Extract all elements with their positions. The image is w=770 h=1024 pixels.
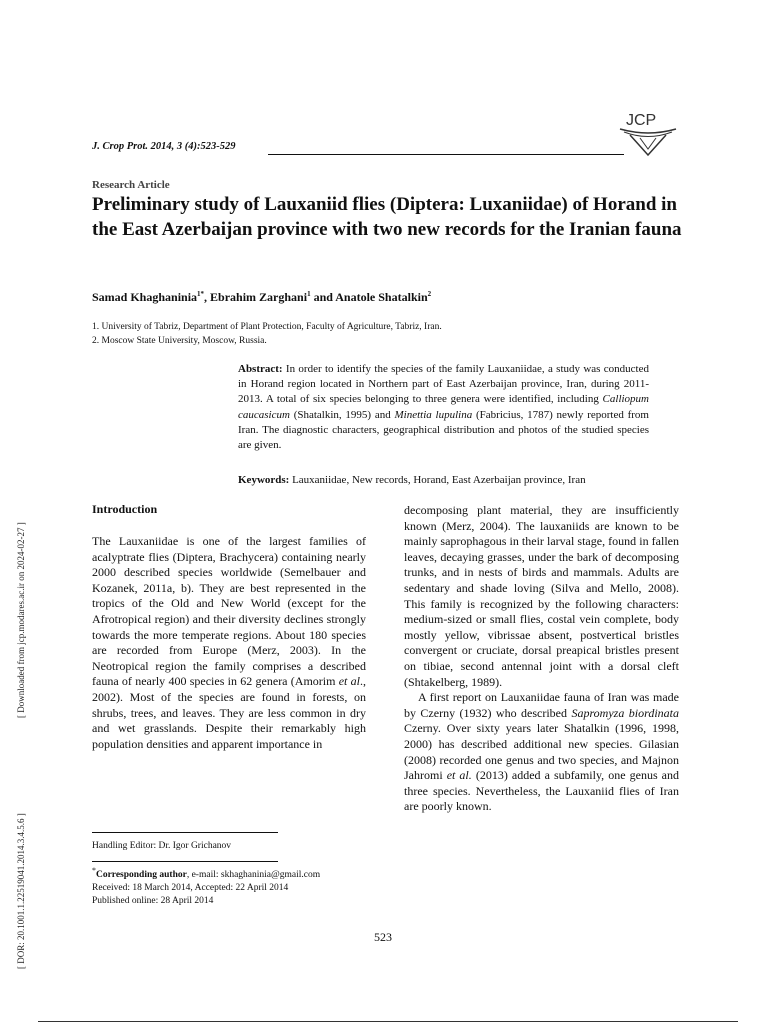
section-heading: Introduction (92, 502, 158, 516)
handling-editor: Handling Editor: Dr. Igor Grichanov (92, 841, 232, 851)
species-name: Calliopum caucasicum (238, 393, 649, 421)
keywords-label: Keywords: (238, 474, 290, 486)
corresponding-author (92, 864, 392, 882)
author-sup: 1* (197, 290, 205, 298)
affiliation: 1. University of Tabriz, Department of Plant Protection, Faculty of Agriculture, Tabriz, Iran. (92, 322, 442, 332)
paragraph-text: ., 2002). Most of the species are found in forests, on shrubs, trees, and leaves. They are less common in dry and wet grasslands. Despite their remarkably high population densities and apparent importance in (92, 674, 367, 751)
paragraph (404, 690, 679, 815)
species-name: Minettia lupulina (394, 408, 473, 421)
footnote-rule (92, 832, 278, 833)
footnote-rule (92, 861, 278, 862)
corresponding-info (92, 864, 392, 908)
intro-column-left (92, 534, 366, 752)
keywords-text: Lauxaniidae, New records, Horand, East Azerbaijan province, Iran (289, 474, 586, 486)
paragraph (92, 534, 366, 752)
paragraph-text: The Lauxaniidae is one of the largest families of acalyptrate flies (Diptera, Brachycera) containing nearly 2000 described species worldwide (Semelbauer and Kozanek, 2011a, b). They are best represented in the tropics of the Old and New World (except for the Afrotropical region) and their diversity declines strongly towards the more temperate regions. About 180 species are recorded from Europe (Merz, 2003). In the Neotropical region the family comprises a described fauna of nearly 400 species in 62 genera (Amorim (92, 534, 366, 689)
footnote-mark: * (92, 866, 96, 875)
doi-stamp: [ DOR: 20.1001.1.22519041.2014.3.4.5.6 ] (16, 813, 26, 969)
et-al: et al (338, 674, 361, 689)
et-al: et al. (446, 768, 472, 783)
paragraph-text: Czerny. Over sixty years later Shatalkin (1996, 1998, 2000) has described additional new species. Gilasian (2008) recorded one genus and two species, and Majnon Jahromi (404, 721, 679, 783)
page-number: 523 (374, 930, 392, 944)
logo-text: JCP (626, 112, 657, 129)
author-sup: 2 (427, 290, 432, 298)
download-stamp: [ Downloaded from jcp.modares.ac.ir on 2024-02-27 ] (16, 522, 26, 718)
paragraph-text: (2013) added a subfamily, one genus and three species. Nevertheless, the Lauxaniid flies of Iran are poorly known. (404, 768, 679, 814)
authors (92, 290, 431, 305)
abstract-label: Abstract: (238, 363, 283, 375)
affiliation: 2. Moscow State University, Moscow, Russia. (92, 336, 267, 346)
abstract-text: (Fabricius, 1787) newly reported from Iran. The diagnostic characters, geographical distribution and photos of the studied species are given. (238, 408, 649, 452)
article-type: Research Article (92, 179, 170, 191)
intro-column-right (404, 503, 679, 815)
author-separator: , (204, 290, 211, 304)
corresponding-label: Corresponding author (95, 870, 187, 881)
author-sup: 1 (307, 290, 311, 298)
corresponding-email: , e-mail: skhaghaninia@gmail.com (186, 870, 321, 881)
abstract (238, 362, 649, 453)
keywords (238, 474, 658, 486)
author-name: Ebrahim Zarghani (210, 290, 308, 304)
article-title: Preliminary study of Lauxaniid flies (Diptera: Luxaniidae) of Horand in the East Azerbaijan province with two new records for the Iranian fauna (92, 194, 682, 240)
abstract-text: In order to identify the species of the family Lauxaniidae, a study was conducted in Horand region located in Northern part of East Azerbaijan province, Iran, during 2011-2013. A total of six species belonging to three genera were identified, including (238, 363, 649, 406)
header-rule (268, 154, 624, 155)
paragraph: decomposing plant material, they are insufficiently known (Merz, 2004). The lauxaniids are known to be mainly saprophagous in their larval stage, found in fallen leaves, decaying grasses, under the bark of decomposing trunks, and in nests of birds and mammals. Adults are sedentary and shade loving (Silva and Mello, 2008). This family is recognized by the following characters: medium-sized or small flies, costal vein complete, body mostly yellow, vibrissae absent, postvertical bristles convergent or cruciate, dorsal preapical bristles present on tibiae, second antennal joint with a dorsal cleft (Shtakelberg, 1989). (404, 503, 679, 689)
journal-citation: J. Crop Prot. 2014, 3 (4):523-529 (92, 141, 236, 152)
abstract-text: (Shatalkin, 1995) and (289, 408, 395, 421)
species-name: Sapromyza biordinata (571, 705, 679, 720)
author-separator: and (310, 290, 336, 304)
affiliations (92, 320, 442, 348)
author-name: Samad Khaghaninia (92, 290, 198, 304)
received-date: Received: 18 March 2014, Accepted: 22 April 2014 (92, 883, 289, 894)
jcp-logo-icon (616, 107, 680, 161)
bottom-rule (38, 1021, 738, 1022)
published-date: Published online: 28 April 2014 (92, 896, 214, 907)
paragraph-text: A first report on Lauxaniidae fauna of Iran was made by Czerny (1932) who described (404, 690, 679, 720)
author-name: Anatole Shatalkin (335, 290, 428, 304)
